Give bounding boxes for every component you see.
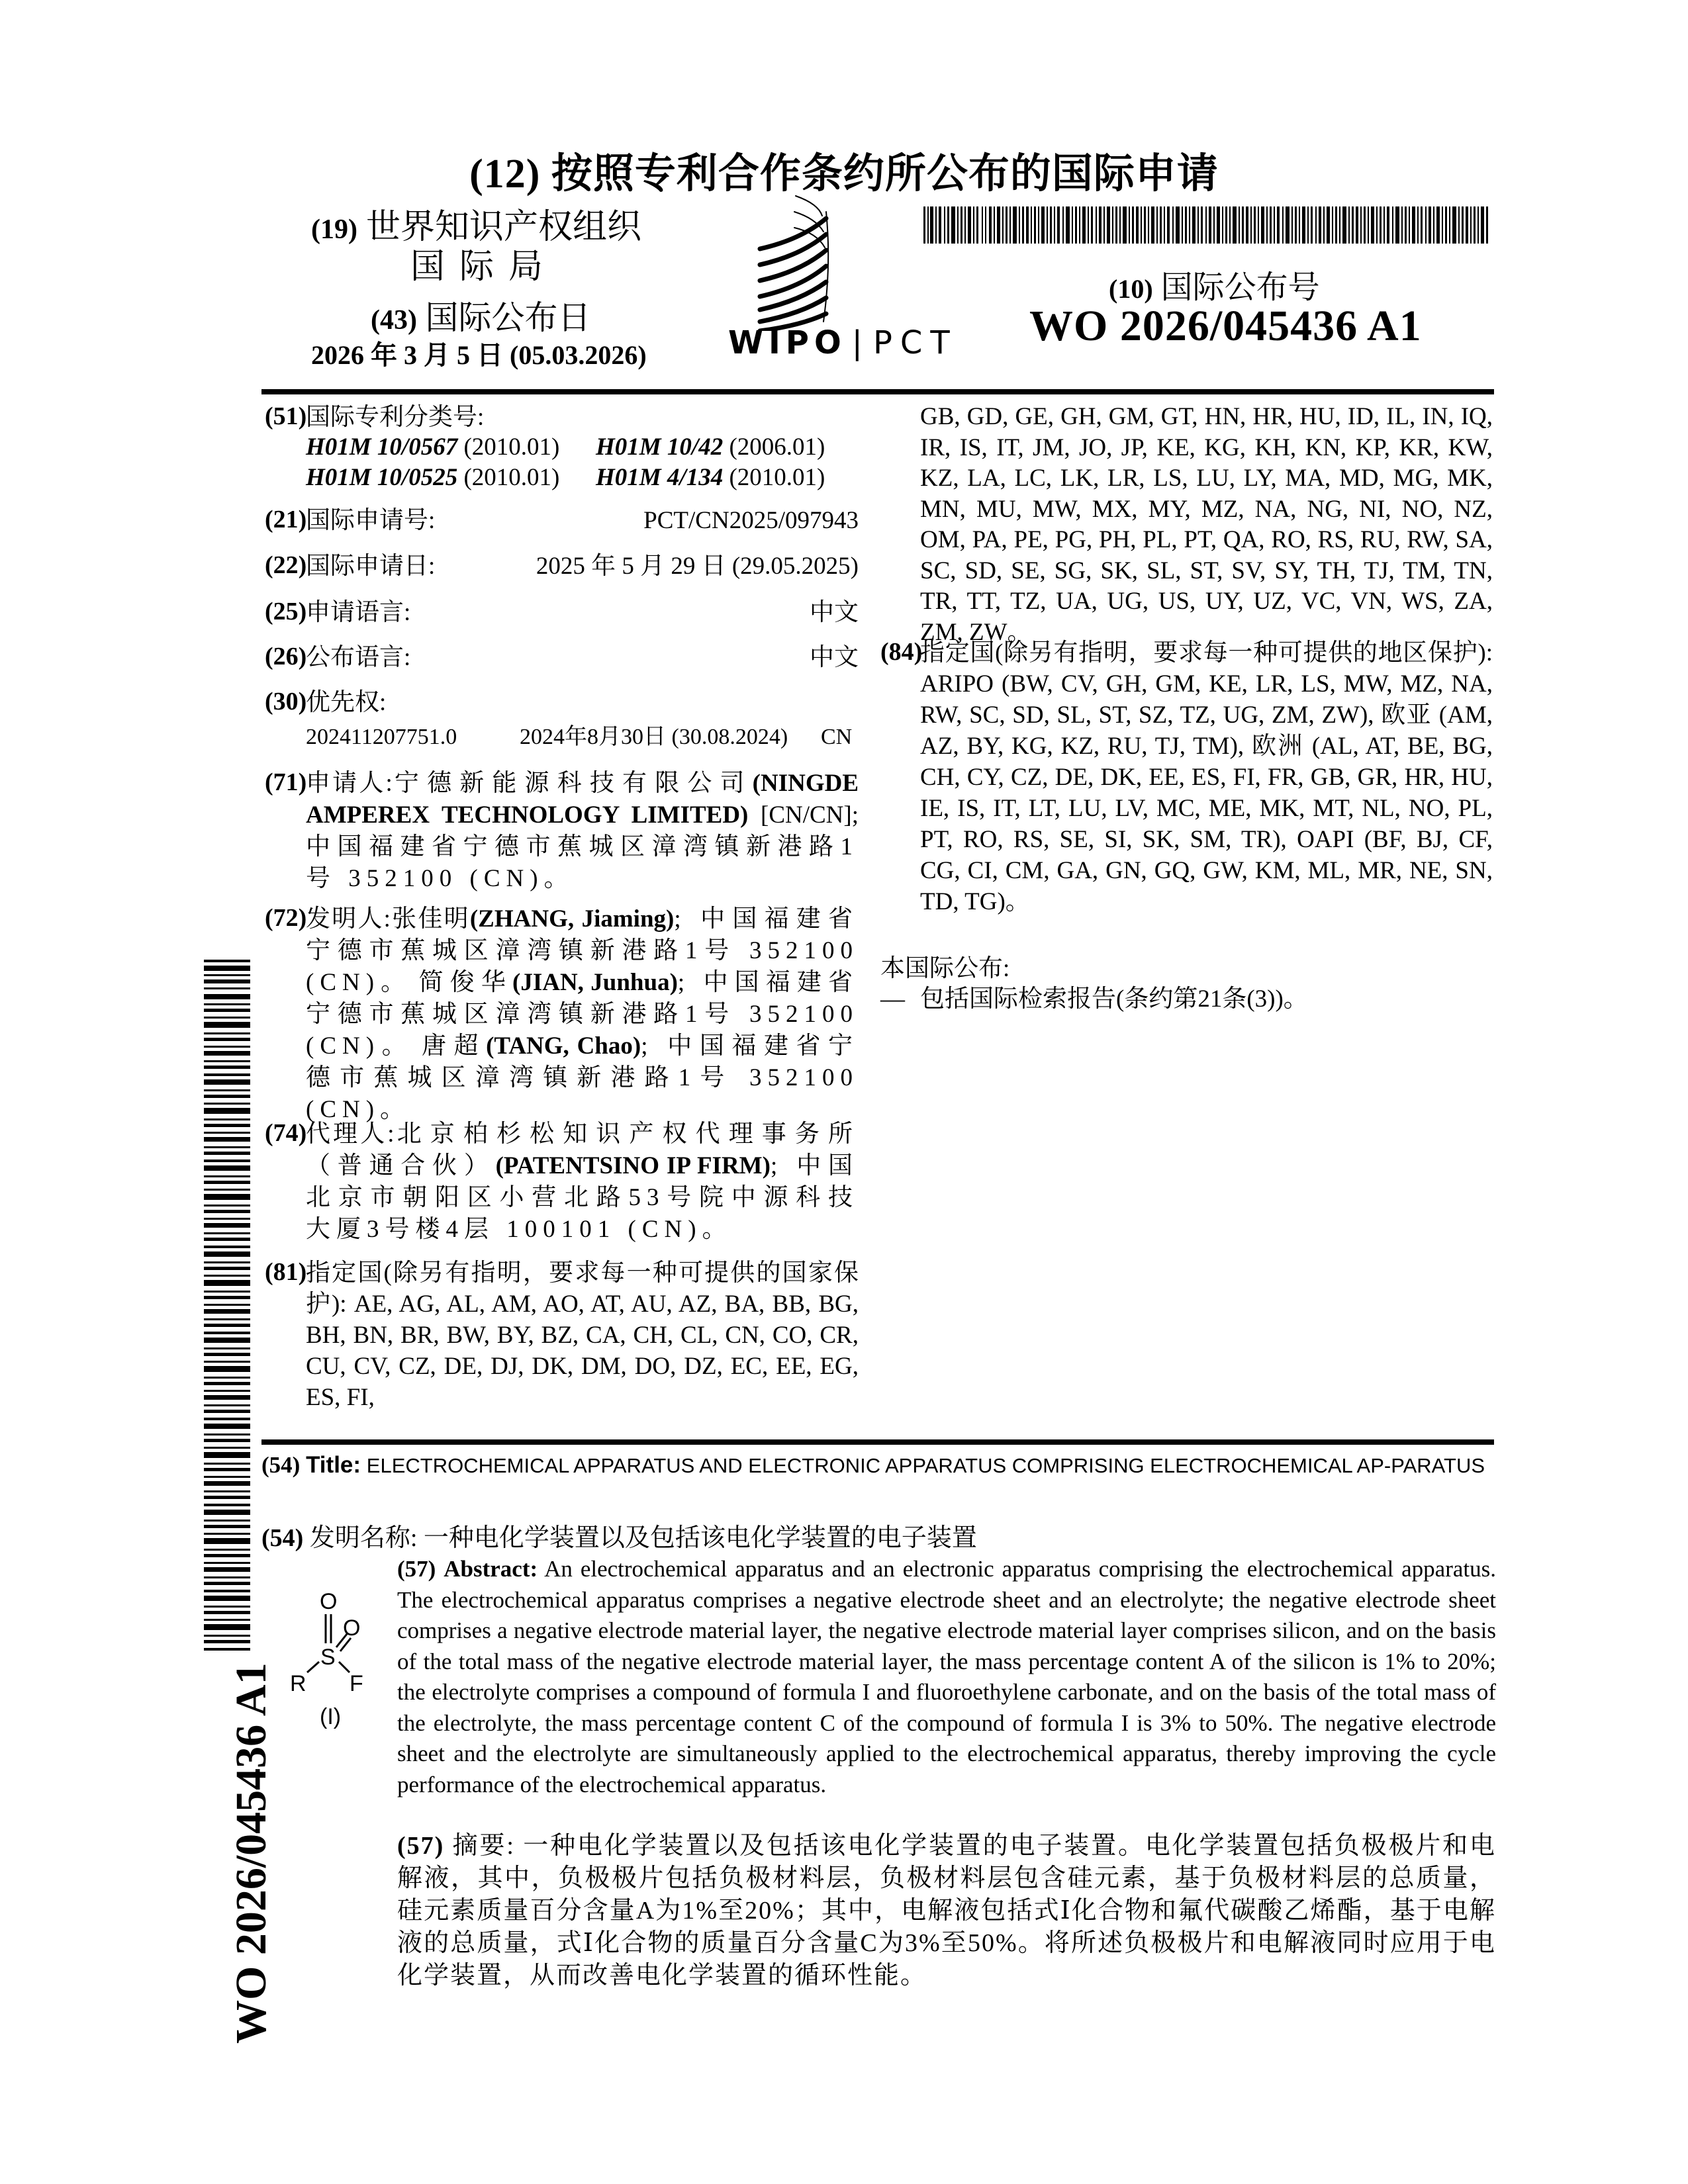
title-code: (54) <box>261 1452 301 1478</box>
designated-regional-block <box>920 637 1493 917</box>
applicant-code: (71) <box>265 768 307 796</box>
inventor-name-cn: 唐超 <box>421 1032 487 1060</box>
designated-regional-label: 指定国(除另有指明，要求每一种可提供的地区保护): <box>920 639 1493 666</box>
inventors-label: 发明人: <box>306 905 391 933</box>
inventor-name-en: (ZHANG, Jiaming) <box>469 905 675 933</box>
priority-number: 202411207751.0 <box>306 725 457 749</box>
ipc-version: (2010.01) <box>463 464 560 491</box>
abstract-text: An electrochemical apparatus and an electronic apparatus comprising the electrochemical apparatus. The electrochemical apparatus comprises a negative electrode sheet and an electrolyte; the negative electrode sheet comprises a negative electrode material layer, the negative electrode material layer comprises silicon, and on the basis of the total mass of the negative electrode material layer, the mass percentage content A of the silicon is 1% to 20%; the electrolyte comprises a compound of formula I and fluoroethylene carbonate, and on the basis of the total mass of the electrolyte, the mass percentage content C of the compound of formula I is 3% to 50%. The negative electrode sheet and the electrolyte are simultaneously applied to the electrochemical apparatus, thereby improving the cycle performance of the electrochemical apparatus. <box>397 1556 1496 1797</box>
priority-date: 2024年8月30日 (30.08.2024) <box>520 725 788 749</box>
ipc-label: 国际专利分类号: <box>306 404 485 431</box>
ipc-class-4 <box>596 462 825 494</box>
formula-label: (I) <box>320 1704 342 1729</box>
agent-label: 代理人: <box>306 1120 395 1148</box>
ipc-symbol: H01M 10/0567 <box>306 433 458 461</box>
wipo-pct-wordmark <box>728 324 958 361</box>
application-number-code: (21) <box>265 506 307 533</box>
inventor-name-cn: 张佳明 <box>390 905 470 933</box>
inventors-block <box>306 903 859 1126</box>
org-code: (19) <box>311 214 357 245</box>
pubdate-code: (43) <box>371 305 417 336</box>
ipc-symbol: H01M 10/42 <box>596 433 724 461</box>
ipc-class-2 <box>596 432 825 463</box>
title-label-cn: 发明名称: <box>309 1524 418 1552</box>
agent-address: ; 中国北京市朝阳区小营北路53号院中源科技大厦3号楼4层 100101 (CN)。 <box>306 1152 859 1243</box>
application-number-value: PCT/CN2025/097943 <box>643 507 859 534</box>
priority-country: CN <box>821 725 853 749</box>
application-date-label: 国际申请日: <box>306 553 436 580</box>
doc-type-text: (12) 按照专利合作条约所公布的国际申请 <box>469 152 1219 197</box>
publication-language-value: 中文 <box>810 644 859 671</box>
ipc-symbol: H01M 4/134 <box>596 464 724 491</box>
english-abstract <box>397 1554 1496 1800</box>
priority-code: (30) <box>265 688 307 715</box>
application-date-code: (22) <box>265 551 307 579</box>
org-name-text: 世界知识产权组织 <box>365 208 641 246</box>
designated-regional-countries: ARIPO (BW, CV, GH, GM, KE, LR, LS, MW, MZ, NA, RW, SC, SD, SL, ST, SZ, TZ, UG, ZM, ZW), 欧亚 (AM, AZ, BY, KG, KZ, RU, TJ, TM), 欧洲 (AL, AT, BE, BG, CH, CY, CZ, DE, DK, EE, ES, FI, FR, GB, GR, HR, HU, IE, IS, IT, LT, LU, LV, MC, ME, MK, MT, NL, NO, PL, PT, RO, RS, SE, SI, SK, SM, TR), OAPI (BF, BJ, CF, CG, CI, CM, GA, GN, GQ, GW, KM, ML, MR, NE, SN, TD, TG)。 <box>920 670 1493 915</box>
chinese-abstract <box>397 1830 1496 1992</box>
application-date-value: 2025 年 5 月 29 日 (29.05.2025) <box>536 553 859 580</box>
inventor-name-cn: 简俊华 <box>418 969 512 996</box>
pct-wordmark: PCT <box>872 324 958 361</box>
publication-note-item: 包括国际检索报告(条约第21条(3))。 <box>920 985 1308 1013</box>
abstract-label-cn: 摘要: <box>452 1832 515 1860</box>
designated-national-code: (81) <box>265 1258 307 1286</box>
applicant-address: 中国福建省宁德市蕉城区漳湾镇新港路1号 352100 (CN)。 <box>306 833 859 892</box>
ipc-class-3 <box>306 462 559 494</box>
agent-code: (74) <box>265 1119 307 1147</box>
abstract-label: Abstract: <box>444 1556 538 1582</box>
publication-language-code: (26) <box>265 643 307 670</box>
inventor-name-en: (TANG, Chao) <box>486 1032 641 1060</box>
inventor-address: ; 中国福建省宁德市蕉城区漳湾镇新港路1号 352100 (CN)。 <box>306 905 859 996</box>
english-title <box>261 1449 1496 1482</box>
pubdate-label-text: 国际公布日 <box>425 299 591 336</box>
designated-regional-code: (84) <box>880 638 923 666</box>
designated-national-countries: AE, AG, AL, AM, AO, AT, AU, AZ, BA, BB, BG, BH, BN, BR, BW, BY, BZ, CA, CH, CL, CN, CO, CR, CU, CV, CZ, DE, DJ, DK, DM, DO, DZ, EC, EE, EG, ES, FI, <box>306 1291 859 1411</box>
publication-barcode-icon <box>923 206 1489 244</box>
agent-name-en: (PATENTSINO IP FIRM) <box>495 1152 771 1179</box>
designated-national-countries-continued: GB, GD, GE, GH, GM, GT, HN, HR, HU, ID, IL, IN, IQ, IR, IS, IT, JM, JO, JP, KE, KG, KH, KN, KP, KR, KW, KZ, LA, LC, LK, LR, LS, LU, LY, MA, MD, MG, MK, MN, MU, MW, MX, MY, MZ, NA, NG, NI, NO, NZ, OM, PA, PE, PG, PH, PL, PT, QA, RO, RS, RU, RW, SA, SC, SD, SE, SG, SK, SL, ST, SV, SY, TH, TJ, TM, TN, TR, TT, TZ, UA, UG, US, UY, UZ, VC, VN, WS, ZA, ZM, ZW。 <box>920 403 1493 646</box>
publication-note-label: 本国际公布: <box>880 955 1010 982</box>
title-divider <box>261 1439 1494 1445</box>
application-number-label: 国际申请号: <box>306 507 436 534</box>
agent-block <box>306 1118 859 1246</box>
formula-atom-r: R <box>290 1671 306 1696</box>
abstract-code: (57) <box>397 1832 445 1860</box>
formula-atom-s: S <box>320 1645 336 1670</box>
formula-atom-f: F <box>350 1671 363 1696</box>
designated-national-label: 指定国(除另有指明，要求每一种可提供的国家保护): <box>306 1259 859 1318</box>
organization-bureau: 国际局 <box>410 248 558 286</box>
applicant-nationality: [CN/CN]; <box>761 801 859 829</box>
filing-language-code: (25) <box>265 598 307 625</box>
agent-name-cn: 北京柏杉松知识产权代理事务所（普通合伙） <box>306 1120 859 1179</box>
filing-language-value: 中文 <box>810 599 859 626</box>
ipc-version: (2010.01) <box>463 433 560 461</box>
wordmark-separator: | <box>851 324 868 361</box>
publication-number-label <box>1109 261 1320 307</box>
title-code: (54) <box>261 1524 304 1552</box>
applicant-block <box>306 768 859 895</box>
designated-national-block <box>306 1257 859 1413</box>
inventor-address: ; 中国福建省宁德市蕉城区漳湾镇新港路1号 352100 (CN)。 <box>306 969 859 1060</box>
ipc-class-1 <box>306 432 559 463</box>
publication-date-value: 2026 年 3 月 5 日 (05.03.2026) <box>311 340 647 370</box>
inventor-name-en: (JIAN, Junhua) <box>512 969 678 996</box>
formula-atom-o-top: O <box>320 1589 338 1614</box>
title-value: ELECTROCHEMICAL APPARATUS AND ELECTRONIC APPARATUS COMPRISING ELECTROCHEMICAL AP-PARATUS <box>366 1454 1485 1477</box>
abstract-code: (57) <box>397 1556 436 1582</box>
publication-language-label: 公布语言: <box>306 644 411 671</box>
chinese-title <box>261 1517 977 1553</box>
side-barcode-icon <box>204 960 250 1651</box>
ipc-code: (51) <box>265 402 307 430</box>
wipo-globe-logo-icon <box>755 192 841 331</box>
header-divider <box>261 389 1494 394</box>
applicant-name-cn: 宁德新能源科技有限公司 <box>392 770 753 797</box>
publication-date-label <box>371 291 590 339</box>
ipc-version: (2010.01) <box>729 464 825 491</box>
wipo-wordmark: WIPO <box>728 324 847 361</box>
inventors-code: (72) <box>265 904 307 932</box>
inventor-address: ; 中国福建省宁德市蕉城区漳湾镇新港路1号 352100 (CN)。 <box>306 1032 859 1123</box>
publication-note-bullet: — <box>880 985 905 1013</box>
pubno-code: (10) <box>1109 274 1153 304</box>
applicant-name-en: (NINGDE AMPEREX TECHNOLOGY LIMITED) <box>306 770 859 829</box>
formula-atom-o-right: O <box>343 1615 361 1641</box>
priority-label: 优先权: <box>306 689 387 716</box>
document-type-heading <box>0 140 1688 199</box>
ipc-version: (2006.01) <box>729 433 825 461</box>
ipc-symbol: H01M 10/0525 <box>306 464 458 491</box>
pubno-label-text: 国际公布号 <box>1160 270 1320 305</box>
abstract-text-cn: 一种电化学装置以及包括该电化学装置的电子装置。电化学装置包括负极极片和电解液，其中，负极极片包括负极材料层，负极材料层包含硅元素，基于负极材料层的总质量，硅元素质量百分含量A为1%至20%；其中，电解液包括式Ⅰ化合物和氟代碳酸乙烯酯，基于电解液的总质量，式Ⅰ化合物的质量百分含量C为3%至50%。将所述负极极片和电解液同时应用于电化学装置，从而改善电化学装置的循环性能。 <box>397 1832 1497 1989</box>
filing-language-label: 申请语言: <box>306 599 411 626</box>
side-publication-number: WO 2026/045436 A1 <box>227 1662 275 2044</box>
title-value-cn: 一种电化学装置以及包括该电化学装置的电子装置 <box>423 1524 977 1552</box>
applicant-label: 申请人: <box>306 770 393 797</box>
title-label: Title: <box>306 1452 361 1478</box>
publication-number-value: WO 2026/045436 A1 <box>1029 302 1422 350</box>
